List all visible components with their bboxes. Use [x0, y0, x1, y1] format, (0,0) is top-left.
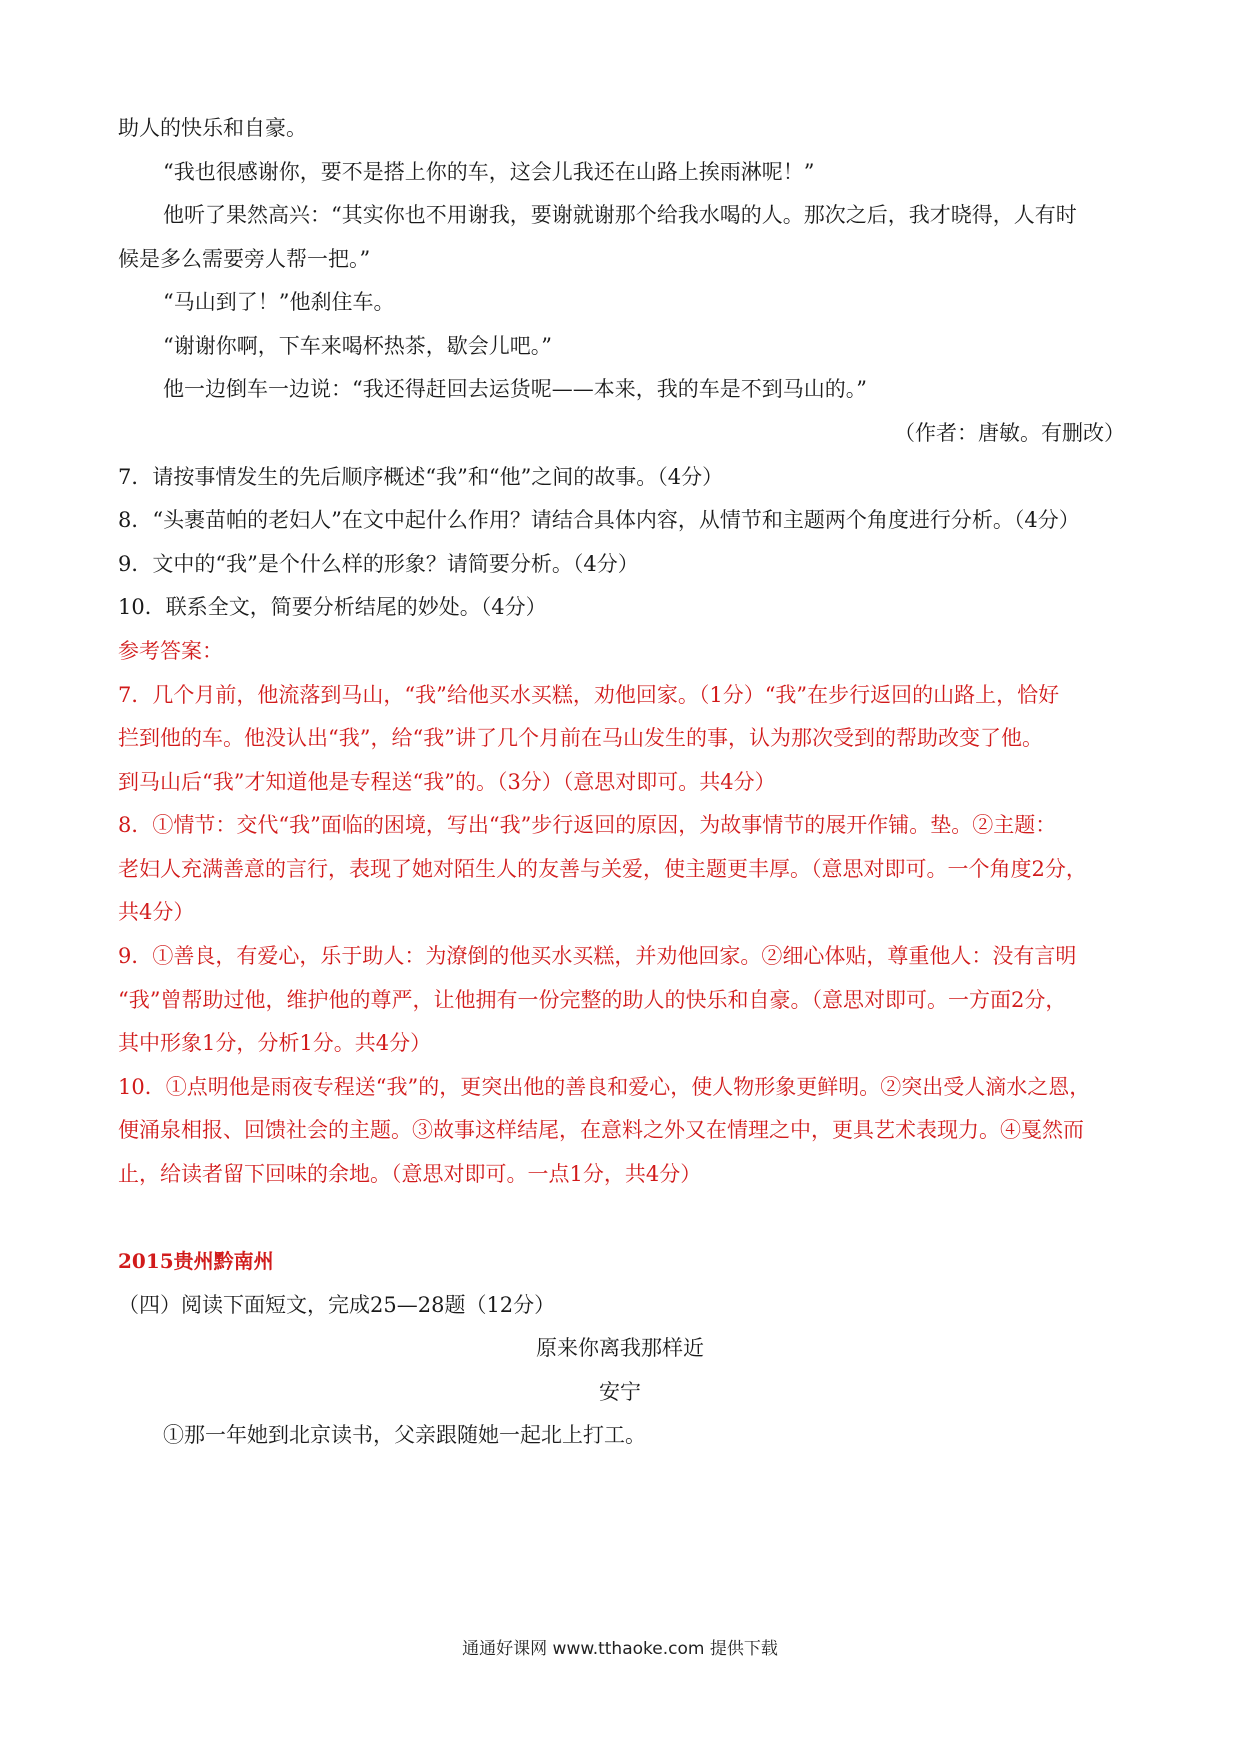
story-author: （作者：唐敏。有删改） [894, 421, 1125, 445]
answer-line: 拦到他的车。他没认出“我”，给“我”讲了几个月前在马山发生的事，认为那次受到的帮助改变了他。 [118, 726, 1043, 750]
answer-line: “我”曾帮助过他，维护他的尊严，让他拥有一份完整的助人的快乐和自豪。（意思对即可。一方面2分， [118, 988, 1067, 1012]
page-footer: 通通好课网 www.tthaoke.com 提供下载 [462, 1639, 778, 1659]
answer-line: 9．①善良，有爱心，乐于助人：为潦倒的他买水买糕，并劝他回家。②细心体贴，尊重他人：没有言明 [118, 944, 1077, 968]
section-title: 2015贵州黔南州 [118, 1249, 274, 1273]
answer-line: 10．①点明他是雨夜专程送“我”的，更突出他的善良和爱心，使人物形象更鲜明。②突出受人滴水之恩， [118, 1075, 1091, 1099]
question-9: 9．文中的“我”是个什么样的形象？请简要分析。（4分） [118, 552, 639, 576]
answer-line: 止，给读者留下回味的余地。（意思对即可。一点1分，共4分） [118, 1162, 702, 1186]
answer-line: 其中形象1分，分析1分。共4分） [118, 1031, 432, 1055]
answer-line: 8．①情节：交代“我”面临的困境，写出“我”步行返回的原因，为故事情节的展开作铺。垫。②主题： [118, 813, 1057, 837]
answer-line: 到马山后“我”才知道他是专程送“我”的。（3分）（意思对即可。共4分） [118, 770, 776, 794]
article-paragraph-1: ①那一年她到北京读书，父亲跟随她一起北上打工。 [163, 1423, 646, 1447]
answers-heading: 参考答案： [118, 639, 223, 663]
answer-line: 老妇人充满善意的言行，表现了她对陌生人的友善与关爱，使主题更丰厚。（意思对即可。一个角度2分， [118, 857, 1087, 881]
answer-line: 便涌泉相报、回馈社会的主题。③故事这样结尾，在意料之外又在情理之中，更具艺术表现力。④戛然而 [118, 1118, 1084, 1142]
answer-line: 共4分） [118, 900, 195, 924]
question-10: 10．联系全文，简要分析结尾的妙处。（4分） [118, 595, 547, 619]
answer-line: 7．几个月前，他流落到马山，“我”给他买水买糕，劝他回家。（1分）“我”在步行返回的山路上，恰好 [118, 683, 1060, 707]
article-title: 原来你离我那样近 [536, 1336, 704, 1360]
story-line: 助人的快乐和自豪。 [118, 116, 307, 140]
question-8: 8．“头裹苗帕的老妇人”在文中起什么作用？请结合具体内容，从情节和主题两个角度进行分析。（4分） [118, 508, 1080, 532]
story-line: 候是多么需要旁人帮一把。” [118, 247, 371, 271]
story-line: 他一边倒车一边说：“我还得赶回去运货呢——本来，我的车是不到马山的。” [163, 377, 867, 401]
story-line: “我也很感谢你，要不是搭上你的车，这会儿我还在山路上挨雨淋呢！” [163, 160, 815, 184]
story-line: 他听了果然高兴：“其实你也不用谢我，要谢就谢那个给我水喝的人。那次之后，我才晓得，人有时 [163, 203, 1077, 227]
story-line: “谢谢你啊，下车来喝杯热茶，歇会儿吧。” [163, 334, 552, 358]
question-7: 7．请按事情发生的先后顺序概述“我”和“他”之间的故事。（4分） [118, 465, 724, 489]
article-author: 安宁 [599, 1380, 641, 1404]
section-instruction: （四）阅读下面短文，完成25—28题（12分） [118, 1293, 556, 1317]
story-line: “马山到了！”他刹住车。 [163, 290, 395, 314]
